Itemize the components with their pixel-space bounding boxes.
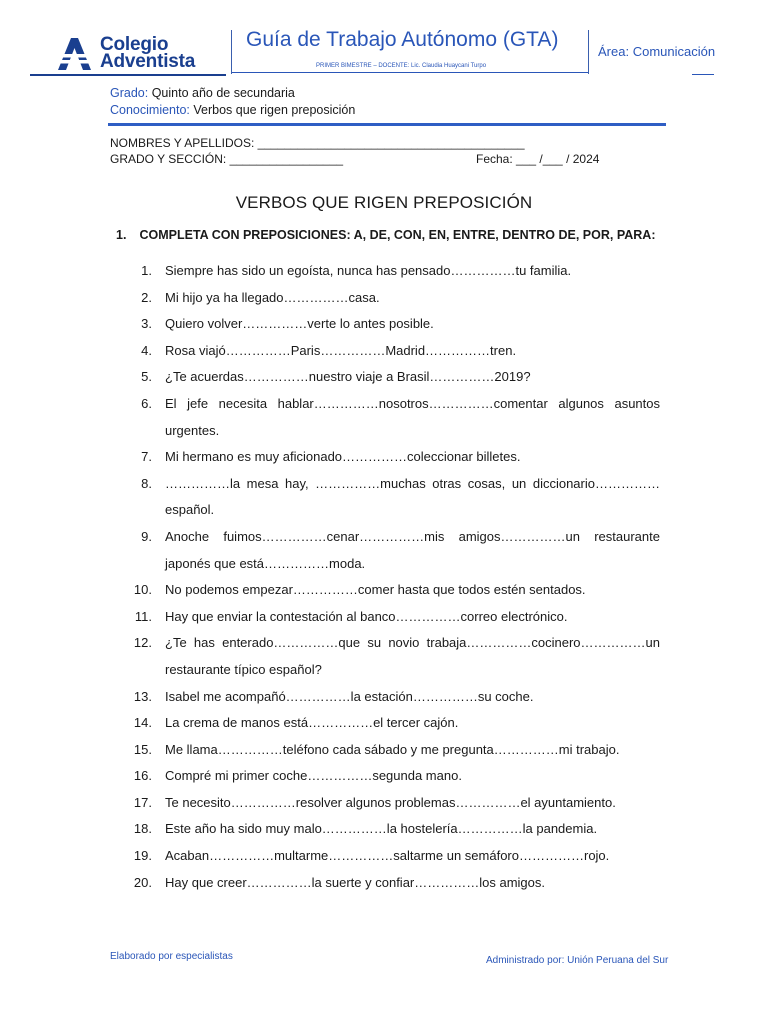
item-number: 6. xyxy=(141,395,152,411)
conocimiento-value: Verbos que rigen preposición xyxy=(193,103,356,117)
item-text: Mi hermano es muy aficionado……………coleccionar billetes. xyxy=(165,449,521,465)
item-text: Te necesito……………resolver algunos problemas……………el ayuntamiento. xyxy=(165,794,616,810)
exercise-item[interactable] xyxy=(120,763,660,790)
exercise-item[interactable] xyxy=(120,338,660,365)
section-rule xyxy=(108,123,666,126)
item-number: 13. xyxy=(133,688,152,704)
item-text: No podemos empezar……………comer hasta que todos estén sentados. xyxy=(165,582,586,598)
page-header-title: Guía de Trabajo Autónomo (GTA) xyxy=(246,28,559,51)
exercise-item[interactable] xyxy=(120,710,660,737)
item-number: 1. xyxy=(141,263,152,278)
instruction xyxy=(116,228,656,242)
item-text: Isabel me acompañó……………la estación……………su coche. xyxy=(165,688,534,704)
exercise-item[interactable] xyxy=(120,870,660,897)
exercise-item[interactable] xyxy=(120,258,660,285)
item-text: ¿Te acuerdas……………nuestro viaje a Brasil……………2019? xyxy=(165,369,531,385)
item-number: 3. xyxy=(141,316,152,332)
item-number: 7. xyxy=(141,449,152,465)
exercise-item[interactable] xyxy=(120,524,660,577)
conocimiento-label: Conocimiento: xyxy=(110,103,190,117)
logo-emblem-icon xyxy=(56,36,92,72)
exercise-item[interactable] xyxy=(120,684,660,711)
header-divider-left xyxy=(231,30,232,74)
instruction-number: 1. xyxy=(116,228,127,242)
item-number: 15. xyxy=(133,741,152,757)
logo-line-2: Adventista xyxy=(100,51,196,72)
exercise-item[interactable] xyxy=(120,444,660,471)
exercise-item[interactable] xyxy=(120,604,660,631)
exercise-item[interactable] xyxy=(120,285,660,312)
item-number: 9. xyxy=(141,528,152,544)
item-number: 11. xyxy=(134,608,152,624)
item-text: Siempre has sido un egoísta, nunca has pensado……………tu familia. xyxy=(165,263,572,278)
item-number: 14. xyxy=(133,715,152,731)
exercise-item[interactable] xyxy=(120,471,660,524)
item-number: 2. xyxy=(141,289,152,305)
footer-left: Elaborado por especialistas xyxy=(110,951,233,962)
grado-seccion-field[interactable]: GRADO Y SECCIÓN: _________________ xyxy=(110,152,344,166)
item-text: ……………la mesa hay, ……………muchas otras cosas, un diccionario……………español. xyxy=(165,475,660,518)
exercise-item[interactable] xyxy=(120,737,660,764)
item-text: Anoche fuimos……………cenar……………mis amigos……………un restaurante japonés que está……………moda. xyxy=(165,528,660,571)
item-text: Me llama……………teléfono cada sábado y me pregunta……………mi trabajo. xyxy=(165,741,620,757)
grado-row xyxy=(110,86,295,100)
header-subtitle: PRIMER BIMESTRE – DOCENTE: Lic. Claudia Huaycani Turpo xyxy=(316,63,487,69)
footer-right: Administrado por: Unión Peruana del Sur xyxy=(486,955,669,966)
grado-label: Grado: xyxy=(110,86,149,100)
item-number: 12. xyxy=(133,635,152,651)
item-text: Quiero volver……………verte lo antes posible. xyxy=(165,316,434,332)
area-underline xyxy=(692,74,714,75)
exercise-item[interactable] xyxy=(120,577,660,604)
item-number: 16. xyxy=(133,768,152,784)
item-text: Compré mi primer coche……………segunda mano. xyxy=(165,768,462,784)
conocimiento-row xyxy=(110,103,355,117)
logo-underline xyxy=(30,74,226,76)
item-text: Rosa viajó……………Paris……………Madrid……………tren. xyxy=(165,342,517,358)
exercise-item[interactable] xyxy=(120,311,660,338)
grado-value: Quinto año de secundaria xyxy=(151,86,295,100)
exercise-item[interactable] xyxy=(120,843,660,870)
area-value: Comunicación xyxy=(632,44,716,59)
nombres-field[interactable]: NOMBRES Y APELLIDOS: ________________________________________ xyxy=(110,136,525,150)
item-text: Hay que enviar la contestación al banco……………correo electrónico. xyxy=(165,608,568,624)
item-number: 10. xyxy=(133,582,152,598)
item-number: 8. xyxy=(141,475,152,491)
item-number: 20. xyxy=(133,874,152,890)
exercise-item[interactable] xyxy=(120,391,660,444)
exercise-item[interactable] xyxy=(120,790,660,817)
instruction-text: COMPLETA CON PREPOSICIONES: A, DE, CON, EN, ENTRE, DENTRO DE, POR, PARA: xyxy=(139,228,656,242)
area-key: Área: xyxy=(598,44,630,59)
item-text: ¿Te has enterado……………que su novio trabaja……………cocinero……………un restaurante típico español? xyxy=(165,635,660,677)
exercise-item[interactable] xyxy=(120,630,660,683)
header-divider-right xyxy=(588,30,589,74)
exercise-list xyxy=(120,258,660,896)
school-logo xyxy=(56,36,216,76)
item-text: Hay que creer……………la suerte y confiar……………los amigos. xyxy=(165,874,546,890)
header-title-underline xyxy=(232,72,588,73)
exercise-item[interactable] xyxy=(120,364,660,391)
item-text: La crema de manos está……………el tercer cajón. xyxy=(165,715,459,731)
item-text: Este año ha sido muy malo……………la hostelería……………la pandemia. xyxy=(165,821,598,837)
item-number: 19. xyxy=(133,848,152,864)
item-number: 18. xyxy=(133,821,152,837)
item-text: Mi hijo ya ha llegado……………casa. xyxy=(165,289,380,305)
item-text: Acaban……………multarme……………saltarme un semáforo……………rojo. xyxy=(165,848,610,864)
fecha-field[interactable]: Fecha: ___ /___ / 2024 xyxy=(476,152,600,166)
item-number: 5. xyxy=(141,369,152,385)
logo-text xyxy=(100,36,195,70)
item-number: 17. xyxy=(133,794,152,810)
logo-line-1: Colegio xyxy=(100,34,169,55)
item-number: 4. xyxy=(141,342,152,358)
area-label xyxy=(598,44,715,59)
worksheet-title: VERBOS QUE RIGEN PREPOSICIÓN xyxy=(235,193,533,212)
item-text: El jefe necesita hablar……………nosotros……………comentar algunos asuntos urgentes. xyxy=(165,395,660,438)
exercise-item[interactable] xyxy=(120,816,660,843)
